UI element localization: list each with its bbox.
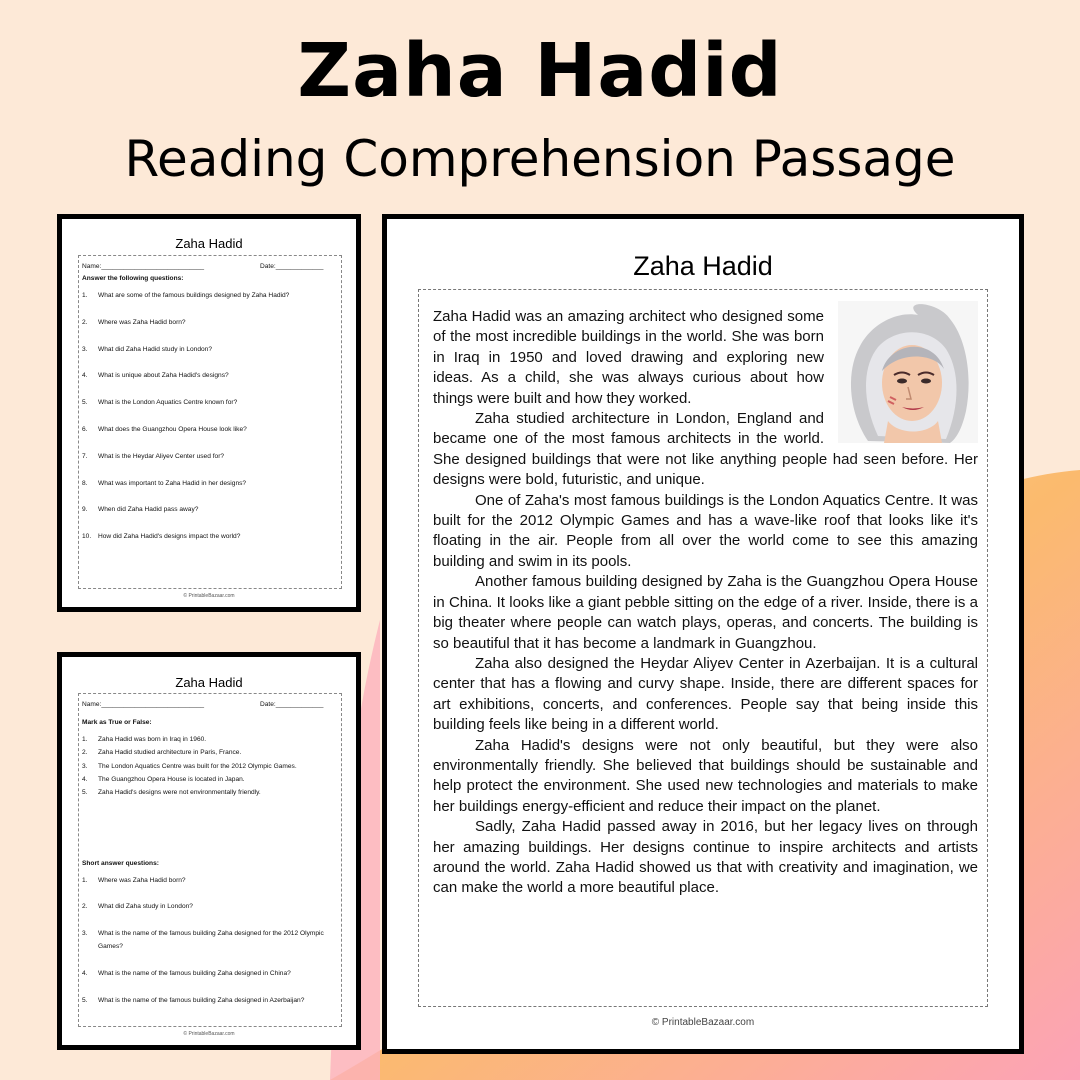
- sa-item: What is the name of the famous building Zaha designed for the 2012 Olympic: [98, 930, 324, 937]
- passage-paragraph: One of Zaha's most famous buildings is the London Aquatics Centre. It was built for the 2012 Olympic Games and has a wave-like roof that looks like it's floating in the air. People from all over the world come to see this amazing building and swim in its pools.: [433, 491, 978, 570]
- tf-item: Zaha Hadid was born in Iraq in 1960.: [98, 736, 207, 743]
- tf-item: The London Aquatics Centre was built for the 2012 Olympic Games.: [98, 762, 297, 770]
- tf-instruction: Mark as True or False:: [82, 719, 152, 726]
- sa-number: 1.: [82, 877, 88, 884]
- sa-number: 4.: [82, 970, 88, 977]
- sa-item: What did Zaha study in London?: [98, 903, 193, 910]
- question-item: What does the Guangzhou Opera House look like?: [98, 426, 247, 433]
- tf-number: 1.: [82, 736, 88, 743]
- question-number: 1.: [82, 292, 88, 299]
- question-number: 4.: [82, 372, 88, 380]
- question-number: 6.: [82, 426, 88, 433]
- worksheet-title: Zaha Hadid: [175, 236, 243, 251]
- passage-paragraph: Zaha Hadid was an amazing architect who designed some of the most incredible buildings in the world. She was born in Iraq in 1950 and loved drawing and exploring new ideas. As a child, she was always curious about how things were built and how they worked.: [433, 308, 824, 407]
- passage-sheet: [382, 214, 1024, 1054]
- sa-item: Games?: [98, 943, 123, 950]
- page-title: Zaha Hadid: [297, 28, 783, 114]
- name-field: Name:____________________________: [82, 701, 205, 708]
- question-number: 8.: [82, 479, 88, 487]
- tf-number: 5.: [82, 789, 88, 797]
- sa-number: 5.: [82, 997, 88, 1004]
- question-item: What is the London Aquatics Centre known for?: [98, 399, 238, 407]
- worksheet-title: Zaha Hadid: [175, 675, 243, 690]
- passage-paragraph: Zaha also designed the Heydar Aliyev Center in Azerbaijan. It is a cultural center that has a flowing and curvy shape. Inside, there are different spaces for art exhibitions, concerts, and conferences. People say that being inside this building feels like being in a different world.: [433, 654, 978, 734]
- sa-item: Where was Zaha Hadid born?: [98, 877, 186, 884]
- question-item: When did Zaha Hadid pass away?: [98, 506, 199, 514]
- instruction: Answer the following questions:: [82, 275, 184, 282]
- question-item: What was important to Zaha Hadid in her designs?: [98, 479, 247, 487]
- tf-item: The Guangzhou Opera House is located in Japan.: [98, 775, 245, 783]
- passage-paragraph: Zaha studied architecture in London, England and became one of the most famous architects in the world. She designed buildings that were not like anything people had seen before. Her designs were bold, futuristic, and unique.: [433, 410, 978, 489]
- question-item: What is the Heydar Aliyev Center used for?: [98, 452, 225, 460]
- tf-item: Zaha Hadid's designs were not environmentally friendly.: [98, 789, 261, 797]
- question-number: 9.: [82, 506, 88, 514]
- questions-worksheet: [57, 214, 361, 612]
- question-item: Where was Zaha Hadid born?: [98, 318, 186, 326]
- woman-portrait-icon: [838, 301, 978, 443]
- question-item: What are some of the famous buildings designed by Zaha Hadid?: [98, 292, 290, 299]
- page-subtitle: Reading Comprehension Passage: [124, 130, 956, 188]
- passage-paragraph: Another famous building designed by Zaha is the Guangzhou Opera House in China. It looks like a giant pebble sitting on the edge of a river. Inside, there is a big theater where people can watch plays, operas, and concerts. The building is so beautiful that it has become a landmark in Guangzhou.: [433, 573, 978, 652]
- sa-number: 3.: [82, 930, 88, 937]
- tf-number: 4.: [82, 775, 88, 783]
- sa-item: What is the name of the famous building Zaha designed in Azerbaijan?: [98, 997, 305, 1004]
- tf-number: 3.: [82, 762, 88, 770]
- question-number: 5.: [82, 399, 88, 407]
- question-item: How did Zaha Hadid's designs impact the world?: [98, 533, 241, 541]
- copyright: © PrintableBazaar.com: [183, 593, 235, 599]
- question-number: 3.: [82, 345, 88, 353]
- sa-instruction: Short answer questions:: [82, 860, 159, 867]
- passage-title: Zaha Hadid: [633, 251, 773, 281]
- sa-number: 2.: [82, 903, 88, 910]
- question-number: 7.: [82, 452, 88, 460]
- date-field: Date:_____________: [260, 701, 324, 708]
- tf-number: 2.: [82, 749, 88, 757]
- copyright: © PrintableBazaar.com: [651, 1017, 755, 1028]
- copyright: © PrintableBazaar.com: [183, 1031, 235, 1037]
- passage-paragraph: Sadly, Zaha Hadid passed away in 2016, but her legacy lives on through her amazing buildings. Her designs continue to inspire architects and artists around the world. Zaha Hadid showed us that with creativity and imagination, we can make the world a more beautiful place.: [433, 818, 978, 897]
- question-number: 2.: [82, 318, 88, 326]
- question-item: What did Zaha Hadid study in London?: [98, 345, 212, 353]
- name-field: Name:____________________________: [82, 263, 205, 270]
- passage-paragraph: Zaha Hadid's designs were not only beautiful, but they were also environmentally friendly. She believed that buildings should be sustainable and help protect the environment. She used new technologies and materials to make her buildings energy-efficient and reduce their impact on the planet.: [433, 736, 978, 815]
- sa-item: What is the name of the famous building Zaha designed in China?: [98, 970, 291, 977]
- question-number: 10.: [82, 533, 92, 541]
- passage-text: [433, 307, 978, 899]
- question-item: What is unique about Zaha Hadid's designs?: [98, 372, 229, 380]
- true-false-worksheet: [57, 652, 361, 1050]
- date-field: Date:_____________: [260, 263, 324, 270]
- tf-item: Zaha Hadid studied architecture in Paris, France.: [98, 749, 242, 757]
